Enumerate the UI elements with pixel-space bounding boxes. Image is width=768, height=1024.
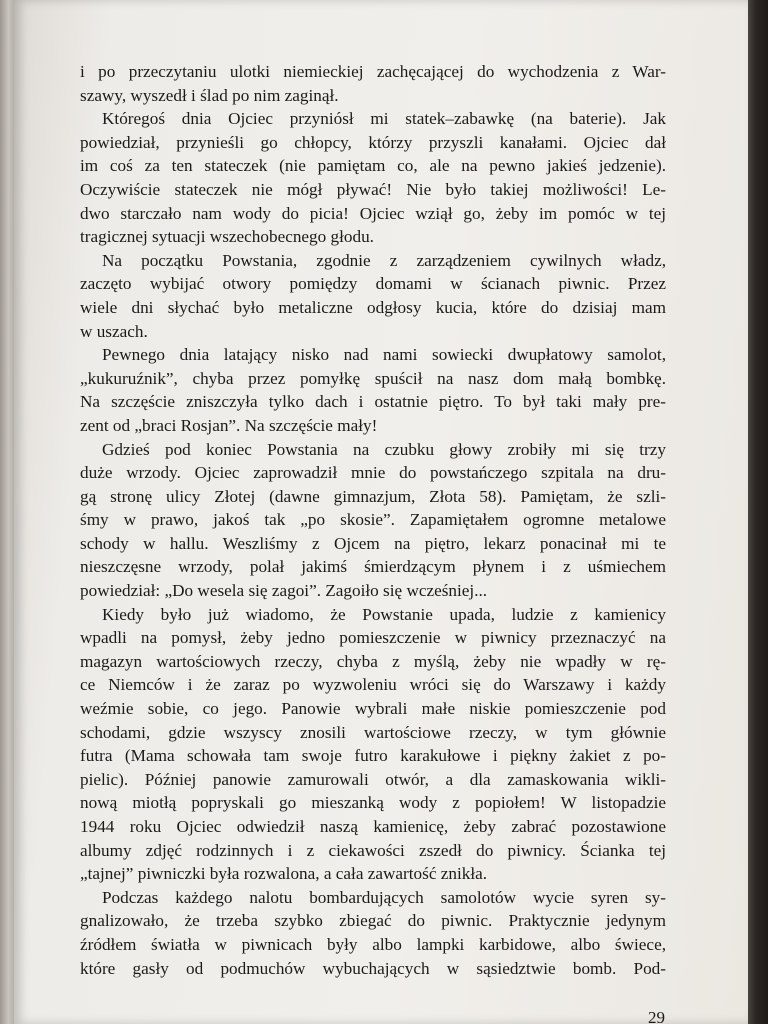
text-line: 1944 roku Ojciec odwiedził naszą kamienicę, żeby zabrać pozostawione (80, 817, 666, 836)
text-line: źródłem światła w piwnicach były albo lampki karbidowe, albo świece, (80, 934, 666, 954)
text-line: i po przeczytaniu ulotki niemieckiej zachęcającej do wychodzenia z War- (80, 62, 666, 81)
text-line: futra (Mama schowała tam swoje futro karakułowe i piękny żakiet z po- (80, 746, 666, 766)
text-line: nieszczęsne wrzody, polał jakimś śmierdzącym płynem i z uśmiechem (80, 557, 666, 577)
text-line: tragicznej sytuacji wszechobecnego głodu. (80, 227, 374, 247)
text-line: Pewnego dnia latający nisko nad nami sowiecki dwupłatowy samolot, (102, 345, 666, 365)
text-line: Gdzieś pod koniec Powstania na czubku głowy zrobiły mi się trzy (102, 439, 666, 459)
text-line: albumy zdjęć rodzinnych i z ciekawości zszedł do piwnicy. Ścianka tej (80, 840, 666, 860)
text-line: ce Niemców i że zaraz po wyzwoleniu wróci się do Warszawy i każdy (80, 675, 666, 695)
text-line: duże wrzody. Ojciec zaprowadził mnie do powstańczego szpitala na dru- (80, 463, 666, 483)
text-line: nową miotłą popryskali go mieszanką wody z popiołem! W listopadzie (80, 793, 666, 813)
page-shadow (748, 0, 768, 1024)
text-line: powiedział: „Do wesela się zagoi”. Zagoiło się wcześniej... (80, 581, 488, 601)
text-line: szawy, wyszedł i ślad po nim zaginął. (80, 85, 339, 105)
page-number: 29 (648, 1008, 665, 1024)
text-line: Któregoś dnia Ojciec przyniósł mi statek–zabawkę (na baterie). Jak (102, 109, 666, 129)
text-line: gą stronę ulicy Złotej (dawne gimnazjum, Złota 58). Pamiętam, że szli- (80, 486, 666, 506)
text-line: które gasły od podmuchów wybuchających w sąsiedztwie bomb. Pod- (80, 958, 666, 978)
text-line: weźmie sobie, co jego. Panowie wybrali małe niskie pomieszczenie pod (80, 699, 666, 719)
text-line: dwo starczało nam wody do picia! Ojciec wziął go, żeby im pomóc w tej (80, 203, 666, 223)
text-line: Oczywiście stateczek nie mógł pływać! Nie było takiej możliwości! Le- (80, 179, 666, 199)
text-line: Kiedy było już wiadomo, że Powstanie upada, ludzie z kamienicy (102, 604, 666, 624)
text-line: Na początku Powstania, zgodnie z zarządzeniem cywilnych władz, (102, 250, 666, 270)
text-line: Podczas każdego nalotu bombardujących samolotów wycie syren sy- (102, 887, 666, 907)
text-line: zaczęto wybijać otwory pomiędzy domami w ścianach piwnic. Przez (80, 274, 666, 294)
text-line: śmy w prawo, jakoś tak „po skosie”. Zapamiętałem ogromne metalowe (80, 510, 666, 530)
body-text (80, 60, 666, 980)
text-line: powiedział, przynieśli go chłopcy, którzy przyszli kanałami. Ojciec dał (80, 132, 666, 152)
text-line: schodami, gdzie wszyscy znosili wartościowe rzeczy, w tym głównie (80, 722, 666, 742)
text-line: w uszach. (80, 321, 148, 341)
text-line: gnalizowało, że trzeba szybko zbiegać do piwnic. Praktycznie jedynym (80, 911, 666, 931)
text-line: „tajnej” piwniczki była rozwalona, a cała zawartość znikła. (80, 864, 488, 884)
text-line: „kukuruźnik”, chyba przez pomyłkę spuścił na nasz dom małą bombkę. (80, 368, 666, 388)
text-line: pielic). Później panowie zamurowali otwór, a dla zamaskowania wikli- (80, 769, 666, 789)
text-line: wpadli na pomysł, żeby jedno pomieszczenie w piwnicy przeznaczyć na (80, 628, 666, 648)
adjacent-page-edge (0, 0, 14, 1024)
text-line: schody w hallu. Weszliśmy z Ojcem na piętro, lekarz ponacinał mi te (80, 533, 666, 553)
text-line: Na szczęście zniszczyła tylko dach i ostatnie piętro. To był taki mały pre- (80, 392, 666, 412)
text-line: zent od „braci Rosjan”. Na szczęście mały! (80, 415, 378, 435)
text-line: wiele dni słychać było metaliczne odgłosy kucia, które do dzisiaj mam (80, 297, 666, 317)
text-line: im coś za ten stateczek (nie pamiętam co, ale na pewno jakieś jedzenie). (80, 156, 666, 176)
text-line: magazyn wartościowych rzeczy, chyba z myślą, żeby nie wpadły w rę- (80, 651, 666, 671)
